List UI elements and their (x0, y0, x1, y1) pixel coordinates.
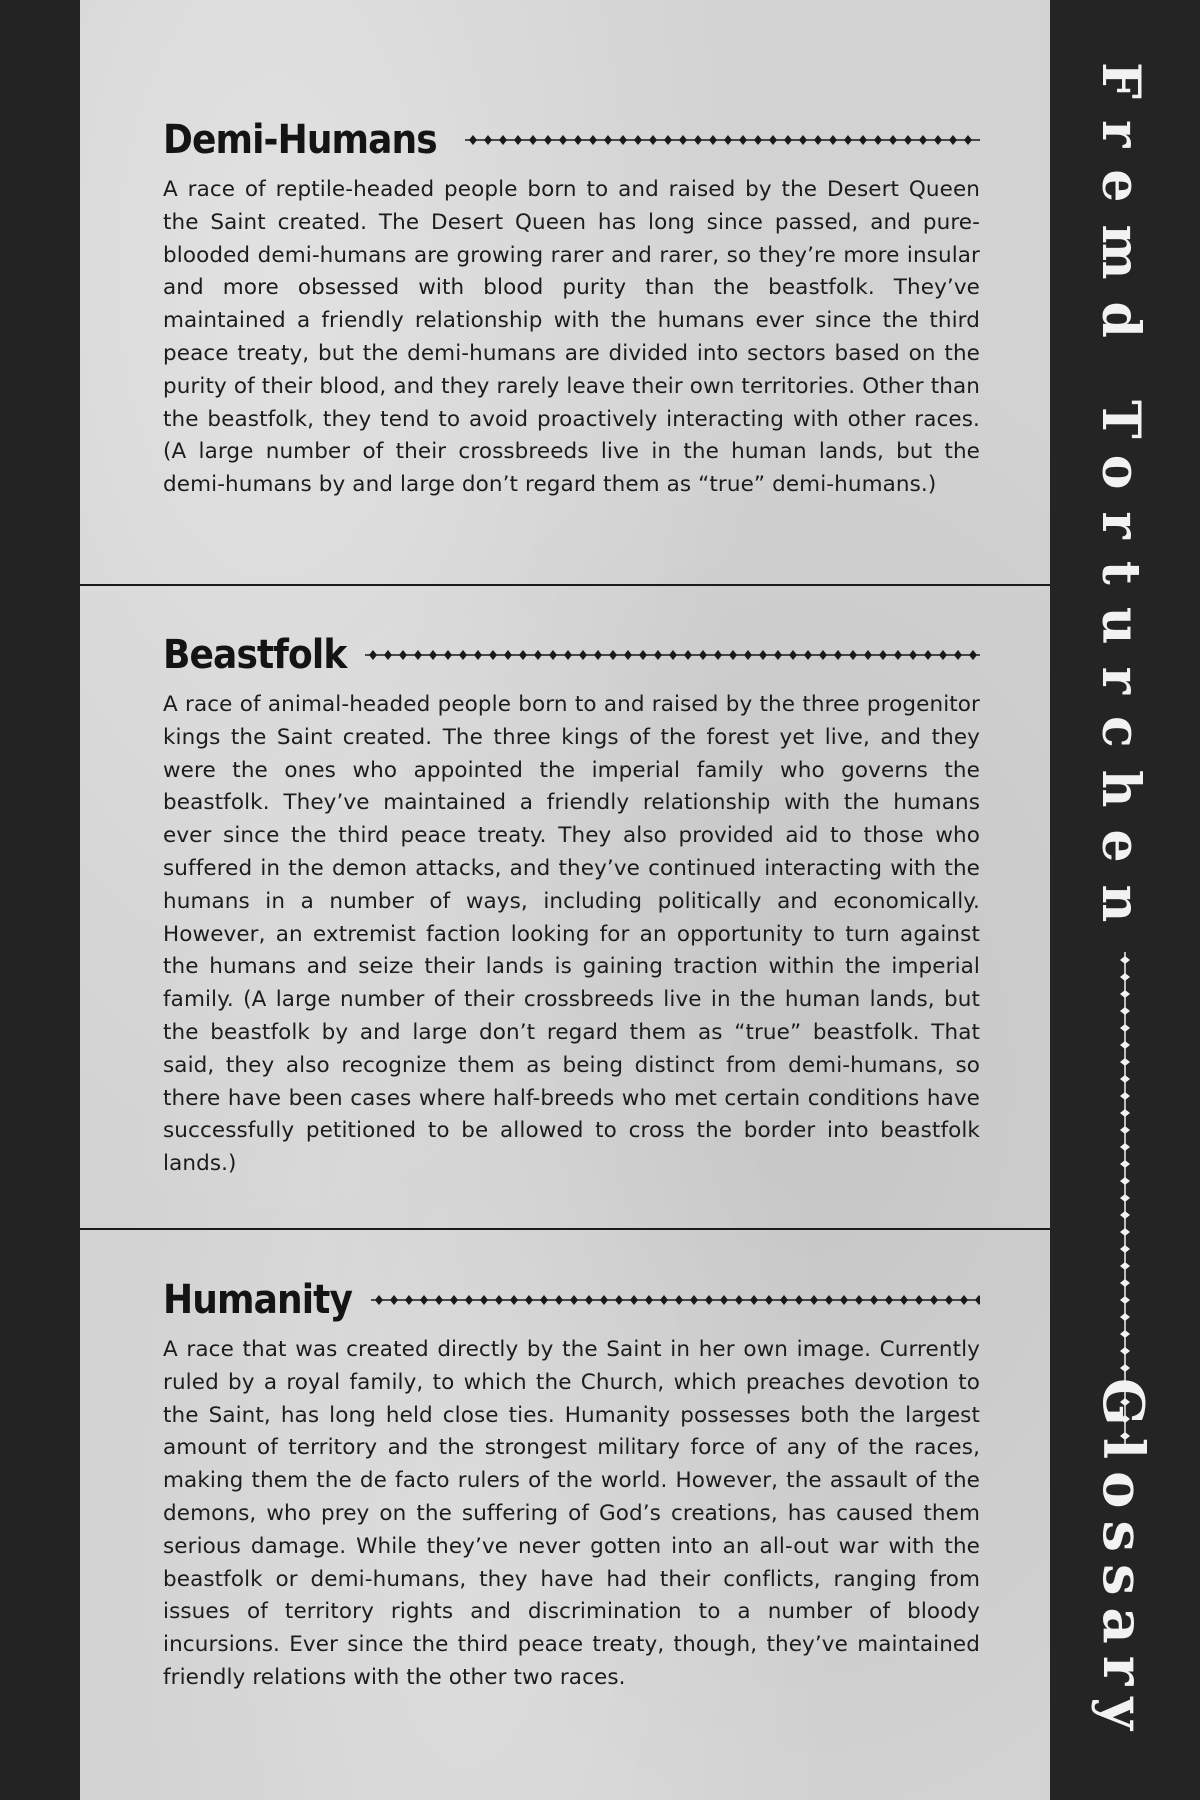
section-demi-humans (80, 110, 1050, 502)
heading-row (163, 110, 980, 170)
section-beastfolk (80, 625, 1050, 1181)
section-body: A race of animal-headed people born to and raised by the three progenitor kings the Saint created. The three kings of the forest yet live, and they were the ones who appointed the imperial family who governs the beastfolk. They’ve maintained a friendly relationship with the humans ever since the third peace treaty. They also provided aid to those who suffered in the demon attacks, and they’ve continued interacting with the humans in a number of ways, including politically and economically. However, an extremist faction looking for an opportunity to turn against the humans and seize their lands is gaining traction within the imperial family. (A large number of their crossbreeds live in the human lands, but the beastfolk by and large don’t regard them as “true” beastfolk. That said, they also recognize them as being distinct from demi-humans, so there have been cases where half-breeds who met certain conditions have successfully petitioned to be allowed to cross the border into beastfolk lands.) (163, 692, 980, 1177)
section-divider (80, 584, 1050, 586)
vertical-diamond-ornament-icon (1118, 952, 1132, 1452)
section-heading: Humanity (163, 1277, 353, 1323)
section-heading: Beastfolk (163, 632, 347, 678)
diamond-ornament-icon (465, 133, 980, 147)
diamond-ornament-icon (371, 1293, 980, 1307)
section-divider (80, 1228, 1050, 1230)
diamond-ornament-icon (365, 648, 980, 662)
sidebar-title (1090, 62, 1160, 1742)
heading-row (163, 625, 980, 685)
section-heading: Demi-Humans (163, 117, 437, 163)
sidebar-series-title: Fremd Torturchen (1090, 62, 1151, 945)
heading-row (163, 1270, 980, 1330)
section-body: A race of reptile-headed people born to and raised by the Desert Queen the Saint created. The Desert Queen has long since passed, and pure-blooded demi-humans are growing rarer and rarer, so they’re more insular and more obsessed with blood purity than the beastfolk. They’ve maintained a friendly relationship with the humans ever since the third peace treaty, but the demi-humans are divided into sectors based on the purity of their blood, and they rarely leave their own territories. Other than the beastfolk, they tend to avoid proactively interacting with other races. (A large number of their crossbreeds live in the human lands, but the demi-humans by and large don’t regard them as “true” demi-humans.) (163, 177, 980, 498)
section-body: A race that was created directly by the Saint in her own image. Currently ruled by a royal family, to which the Church, which preaches devotion to the Saint, has long held close ties. Humanity possesses both the largest amount of territory and the strongest military force of any of the races, making them the de facto rulers of the world. However, the assault of the demons, who prey on the suffering of God’s creations, has caused them serious damage. While they’ve never gotten into an all-out war with the beastfolk or demi-humans, they have had their conflicts, ranging from issues of territory rights and discrimination to a number of bloody incursions. Ever since the third peace treaty, though, they’ve maintained friendly relations with the other two races. (163, 1337, 980, 1690)
section-humanity (80, 1270, 1050, 1695)
sidebar-glossary-label: Glossary (1090, 1378, 1156, 1742)
left-border (0, 0, 80, 1800)
glossary-page (80, 0, 1050, 1800)
